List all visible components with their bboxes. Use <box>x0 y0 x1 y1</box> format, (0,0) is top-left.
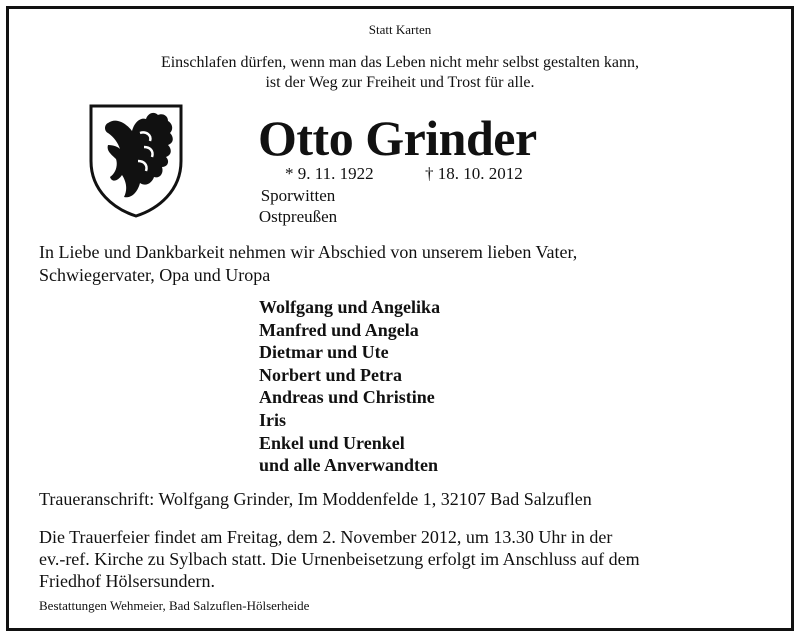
mourner-item: Iris <box>259 409 286 430</box>
coat-of-arms-icon <box>88 103 184 219</box>
motto-line: Einschlafen dürfen, wenn man das Leben nicht mehr selbst gestalten kann, <box>160 54 640 71</box>
mourner-item: Andreas und Christine <box>259 387 435 408</box>
birth-date: * 9. 11. 1922 <box>285 164 374 183</box>
mourner-item: Enkel und Urenkel <box>259 432 405 453</box>
ceremony-line: Die Trauerfeier findet am Freitag, dem 2. November 2012, um 13.30 Uhr in der <box>39 527 613 547</box>
deceased-name: Otto Grinder <box>258 110 537 166</box>
ceremony-line: Friedhof Hölsersundern. <box>39 571 215 591</box>
death-date: † 18. 10. 2012 <box>425 164 523 183</box>
motto-line: ist der Weg zur Freiheit und Trost für alle. <box>265 74 535 91</box>
mourner-item: und alle Anverwandten <box>259 455 439 476</box>
mourning-address: Traueranschrift: Wolfgang Grinder, Im Moddenfelde 1, 32107 Bad Salzuflen <box>39 489 592 509</box>
mourner-item: Manfred und Angela <box>259 319 419 340</box>
birthplace-line: Ostpreußen <box>258 207 338 226</box>
motto <box>0 53 800 93</box>
birthplace <box>258 185 338 227</box>
mourner-item: Wolfgang und Angelika <box>259 297 441 317</box>
mourners-list <box>259 296 440 477</box>
intro-line: Schwiegervater, Opa und Uropa <box>39 265 271 285</box>
intro-line: In Liebe und Dankbarkeit nehmen wir Abschied von unserem lieben Vater, <box>39 242 578 262</box>
ceremony-details <box>39 526 640 592</box>
mourner-item: Norbert und Petra <box>259 364 402 385</box>
ceremony-line: ev.-ref. Kirche zu Sylbach statt. Die Urnenbeisetzung erfolgt im Anschluss auf dem <box>39 549 640 569</box>
farewell-intro <box>39 241 577 287</box>
notice-header: Statt Karten <box>368 22 432 37</box>
undertaker: Bestattungen Wehmeier, Bad Salzuflen-Hölserheide <box>39 598 310 613</box>
birthplace-line: Sporwitten <box>260 186 336 205</box>
mourner-item: Dietmar und Ute <box>259 342 389 363</box>
